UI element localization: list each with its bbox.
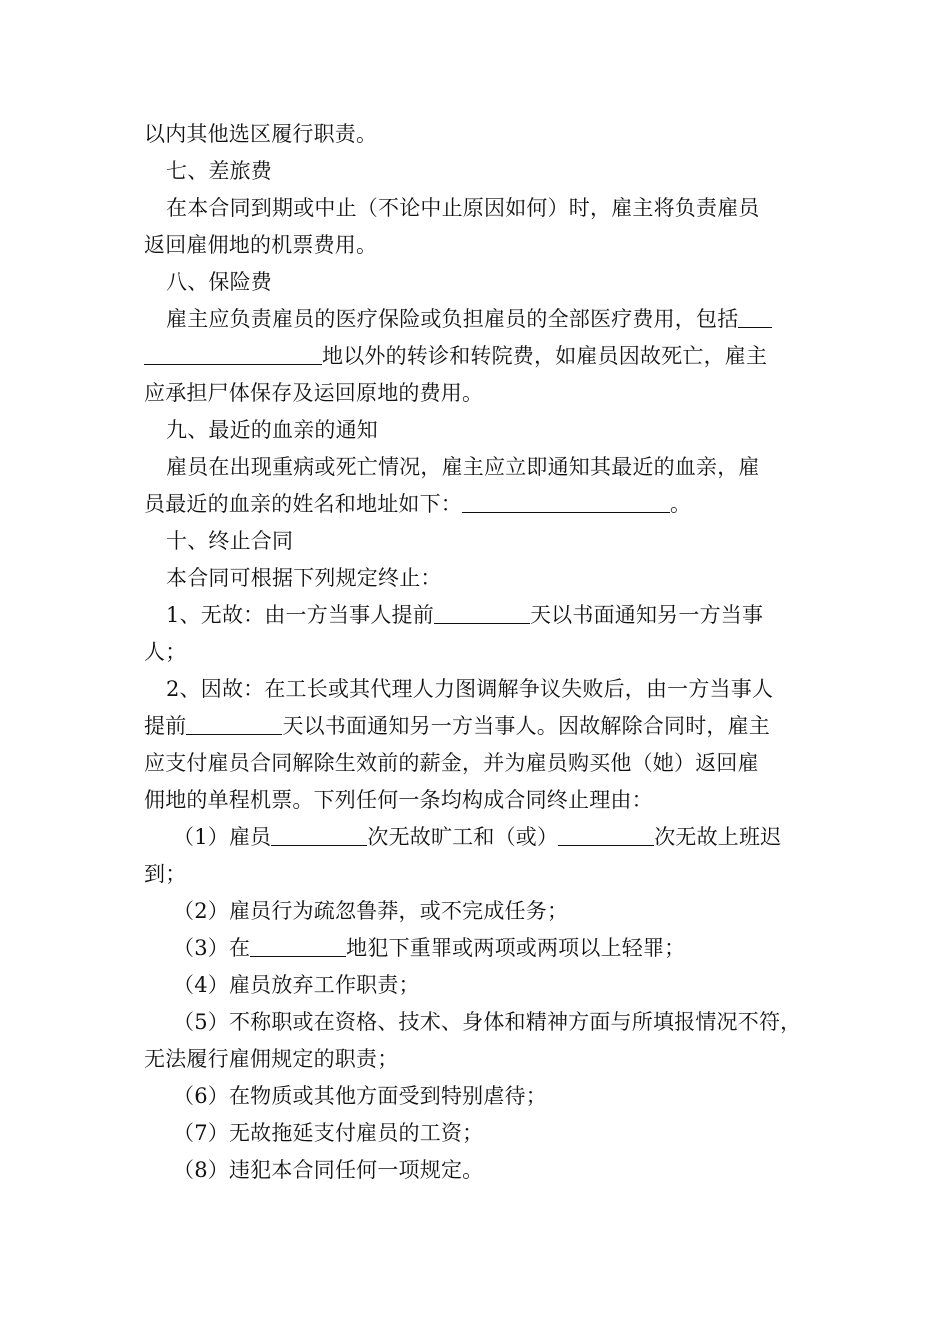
section-heading-insurance: 八、保险费: [166, 270, 272, 294]
text-line: 佣地的单程机票。下列任何一条均构成合同终止理由：: [144, 788, 653, 812]
text-line: 返回雇佣地的机票费用。: [144, 233, 378, 257]
list-item: （6）在物质或其他方面受到特别虐待；: [173, 1084, 547, 1108]
text-line: 应承担尸体保存及运回原地的费用。: [144, 381, 484, 405]
list-item: （2）雇员行为疏忽鲁莽，或不完成任务；: [173, 899, 569, 923]
blank-field[interactable]: [186, 710, 282, 735]
text-line: 应支付雇员合同解除生效前的薪金，并为雇员购买他（她）返回雇: [144, 751, 759, 775]
text-line: 1、无故：由一方当事人提前 天以书面通知另一方当事: [144, 597, 808, 634]
blank-field[interactable]: [271, 821, 367, 846]
list-item: （1）雇员 次无故旷工和（或） 次无故上班迟: [144, 819, 808, 856]
blank-field[interactable]: [558, 821, 654, 846]
list-item: （5）不称职或在资格、技术、身体和精神方面与所填报情况不符，: [173, 1010, 802, 1034]
document-page: [144, 116, 808, 1189]
list-item: （3）在 地犯下重罪或两项或两项以上轻罪；: [144, 930, 808, 967]
section-heading-next-of-kin: 九、最近的血亲的通知: [166, 418, 378, 442]
text-line: 提前 天以书面通知另一方当事人。因故解除合同时，雇主: [144, 708, 808, 745]
blank-field[interactable]: [462, 488, 670, 513]
text-line: 到；: [144, 862, 187, 886]
blank-field[interactable]: [144, 340, 322, 365]
section-heading-travel: 七、差旅费: [166, 159, 272, 183]
text-line: 人；: [144, 640, 187, 664]
list-item: （7）无故拖延支付雇员的工资；: [173, 1121, 484, 1145]
text-line: 本合同可根据下列规定终止：: [166, 566, 442, 590]
text-line: 无法履行雇佣规定的职责；: [144, 1047, 399, 1071]
list-item: （4）雇员放弃工作职责；: [173, 973, 420, 997]
blank-field[interactable]: [250, 932, 346, 957]
blank-field[interactable]: [738, 303, 772, 328]
text-line: 在本合同到期或中止（不论中止原因如何）时，雇主将负责雇员: [166, 196, 760, 220]
text-line: 雇员在出现重病或死亡情况，雇主应立即通知其最近的血亲，雇: [166, 455, 760, 479]
section-heading-termination: 十、终止合同: [166, 529, 294, 553]
list-item: （8）违犯本合同任何一项规定。: [173, 1158, 484, 1182]
text-line: 员最近的血亲的姓名和地址如下： 。: [144, 486, 808, 523]
text-line: 以内其他选区履行职责。: [144, 122, 378, 146]
text-line: 2、因故：在工长或其代理人力图调解争议失败后，由一方当事人: [166, 677, 774, 701]
text-line: 地以外的转诊和转院费，如雇员因故死亡，雇主: [144, 338, 808, 375]
text-line: 雇主应负责雇员的医疗保险或负担雇员的全部医疗费用，包括: [144, 301, 808, 338]
blank-field[interactable]: [434, 599, 530, 624]
